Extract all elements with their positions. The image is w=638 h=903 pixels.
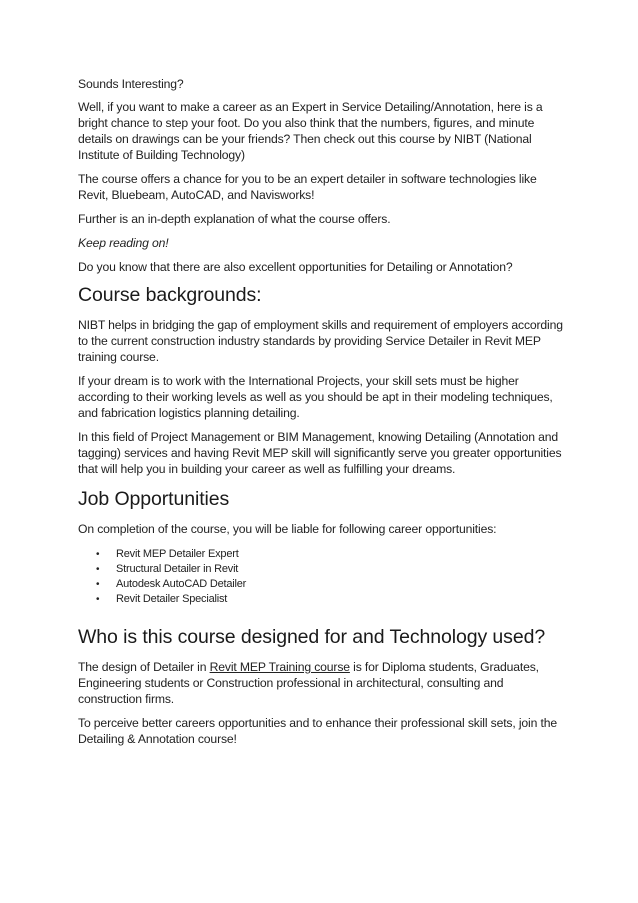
list-item <box>78 547 568 562</box>
who-designed-heading: Who is this course designed for and Technology used? <box>78 626 546 648</box>
career-list <box>78 547 568 607</box>
bullet-icon: • <box>96 579 100 590</box>
job-opportunities-section <box>78 487 568 607</box>
bullet-icon: • <box>96 594 100 605</box>
list-item-text: Revit MEP Detailer Expert <box>116 548 239 560</box>
job-opportunities-intro: On completion of the course, you will be liable for following career opportunities: <box>78 522 497 536</box>
course-backgrounds-paragraph-1: NIBT helps in bridging the gap of employment skills and requirement of employers according to the current construction industry standards by providing Service Detailer in Revit MEP training course. <box>78 318 563 364</box>
revit-mep-training-link[interactable]: Revit MEP Training course <box>209 660 350 674</box>
list-item <box>78 592 568 607</box>
course-backgrounds-paragraph-3: In this field of Project Management or BIM Management, knowing Detailing (Annotation and tagging) services and having Revit MEP skill will significantly serve you greater opportunities that will help you in building your career as well as fulfilling your dreams. <box>78 430 562 476</box>
intro-paragraph-1: Well, if you want to make a career as an Expert in Service Detailing/Annotation, here is a bright chance to step your foot. Do you also think that the numbers, figures, and minute details on drawings can be your friends? Then check out this course by NIBT (National Institute of Building Technology) <box>78 100 543 162</box>
bullet-icon: • <box>96 549 100 560</box>
list-item-text: Revit Detailer Specialist <box>116 593 228 605</box>
intro-paragraph-3: Further is an in-depth explanation of what the course offers. <box>78 212 391 226</box>
job-opportunities-heading: Job Opportunities <box>78 488 230 510</box>
list-item-text: Structural Detailer in Revit <box>116 563 239 575</box>
who-designed-paragraph-1 <box>78 659 568 707</box>
course-backgrounds-section <box>78 283 568 477</box>
list-item <box>78 577 568 592</box>
list-item-text: Autodesk AutoCAD Detailer <box>116 578 247 590</box>
course-backgrounds-heading: Course backgrounds: <box>78 284 262 306</box>
who-designed-text-after: is for Diploma students, Graduates, Engineering students or Construction professional in architectural, consulting and construction firms. <box>78 660 539 706</box>
who-designed-text-before: The design of Detailer in <box>78 660 210 674</box>
intro-paragraph-5: Do you know that there are also excellent opportunities for Detailing or Annotation? <box>78 260 513 274</box>
course-backgrounds-paragraph-2: If your dream is to work with the International Projects, your skill sets must be higher according to their working levels as well as you should be apt in their modeling techniques, and fabrication logistics planning detailing. <box>78 374 553 420</box>
intro-section <box>78 76 568 275</box>
bullet-icon: • <box>96 564 100 575</box>
intro-paragraph-2: The course offers a chance for you to be an expert detailer in software technologies like Revit, Bluebeam, AutoCAD, and Navisworks! <box>78 172 537 202</box>
who-designed-paragraph-2: To perceive better careers opportunities and to enhance their professional skill sets, join the Detailing & Annotation course! <box>78 716 557 746</box>
list-item <box>78 562 568 577</box>
who-designed-section <box>78 625 568 747</box>
keep-reading-text: Keep reading on! <box>78 236 169 250</box>
intro-question: Sounds Interesting? <box>78 77 184 91</box>
